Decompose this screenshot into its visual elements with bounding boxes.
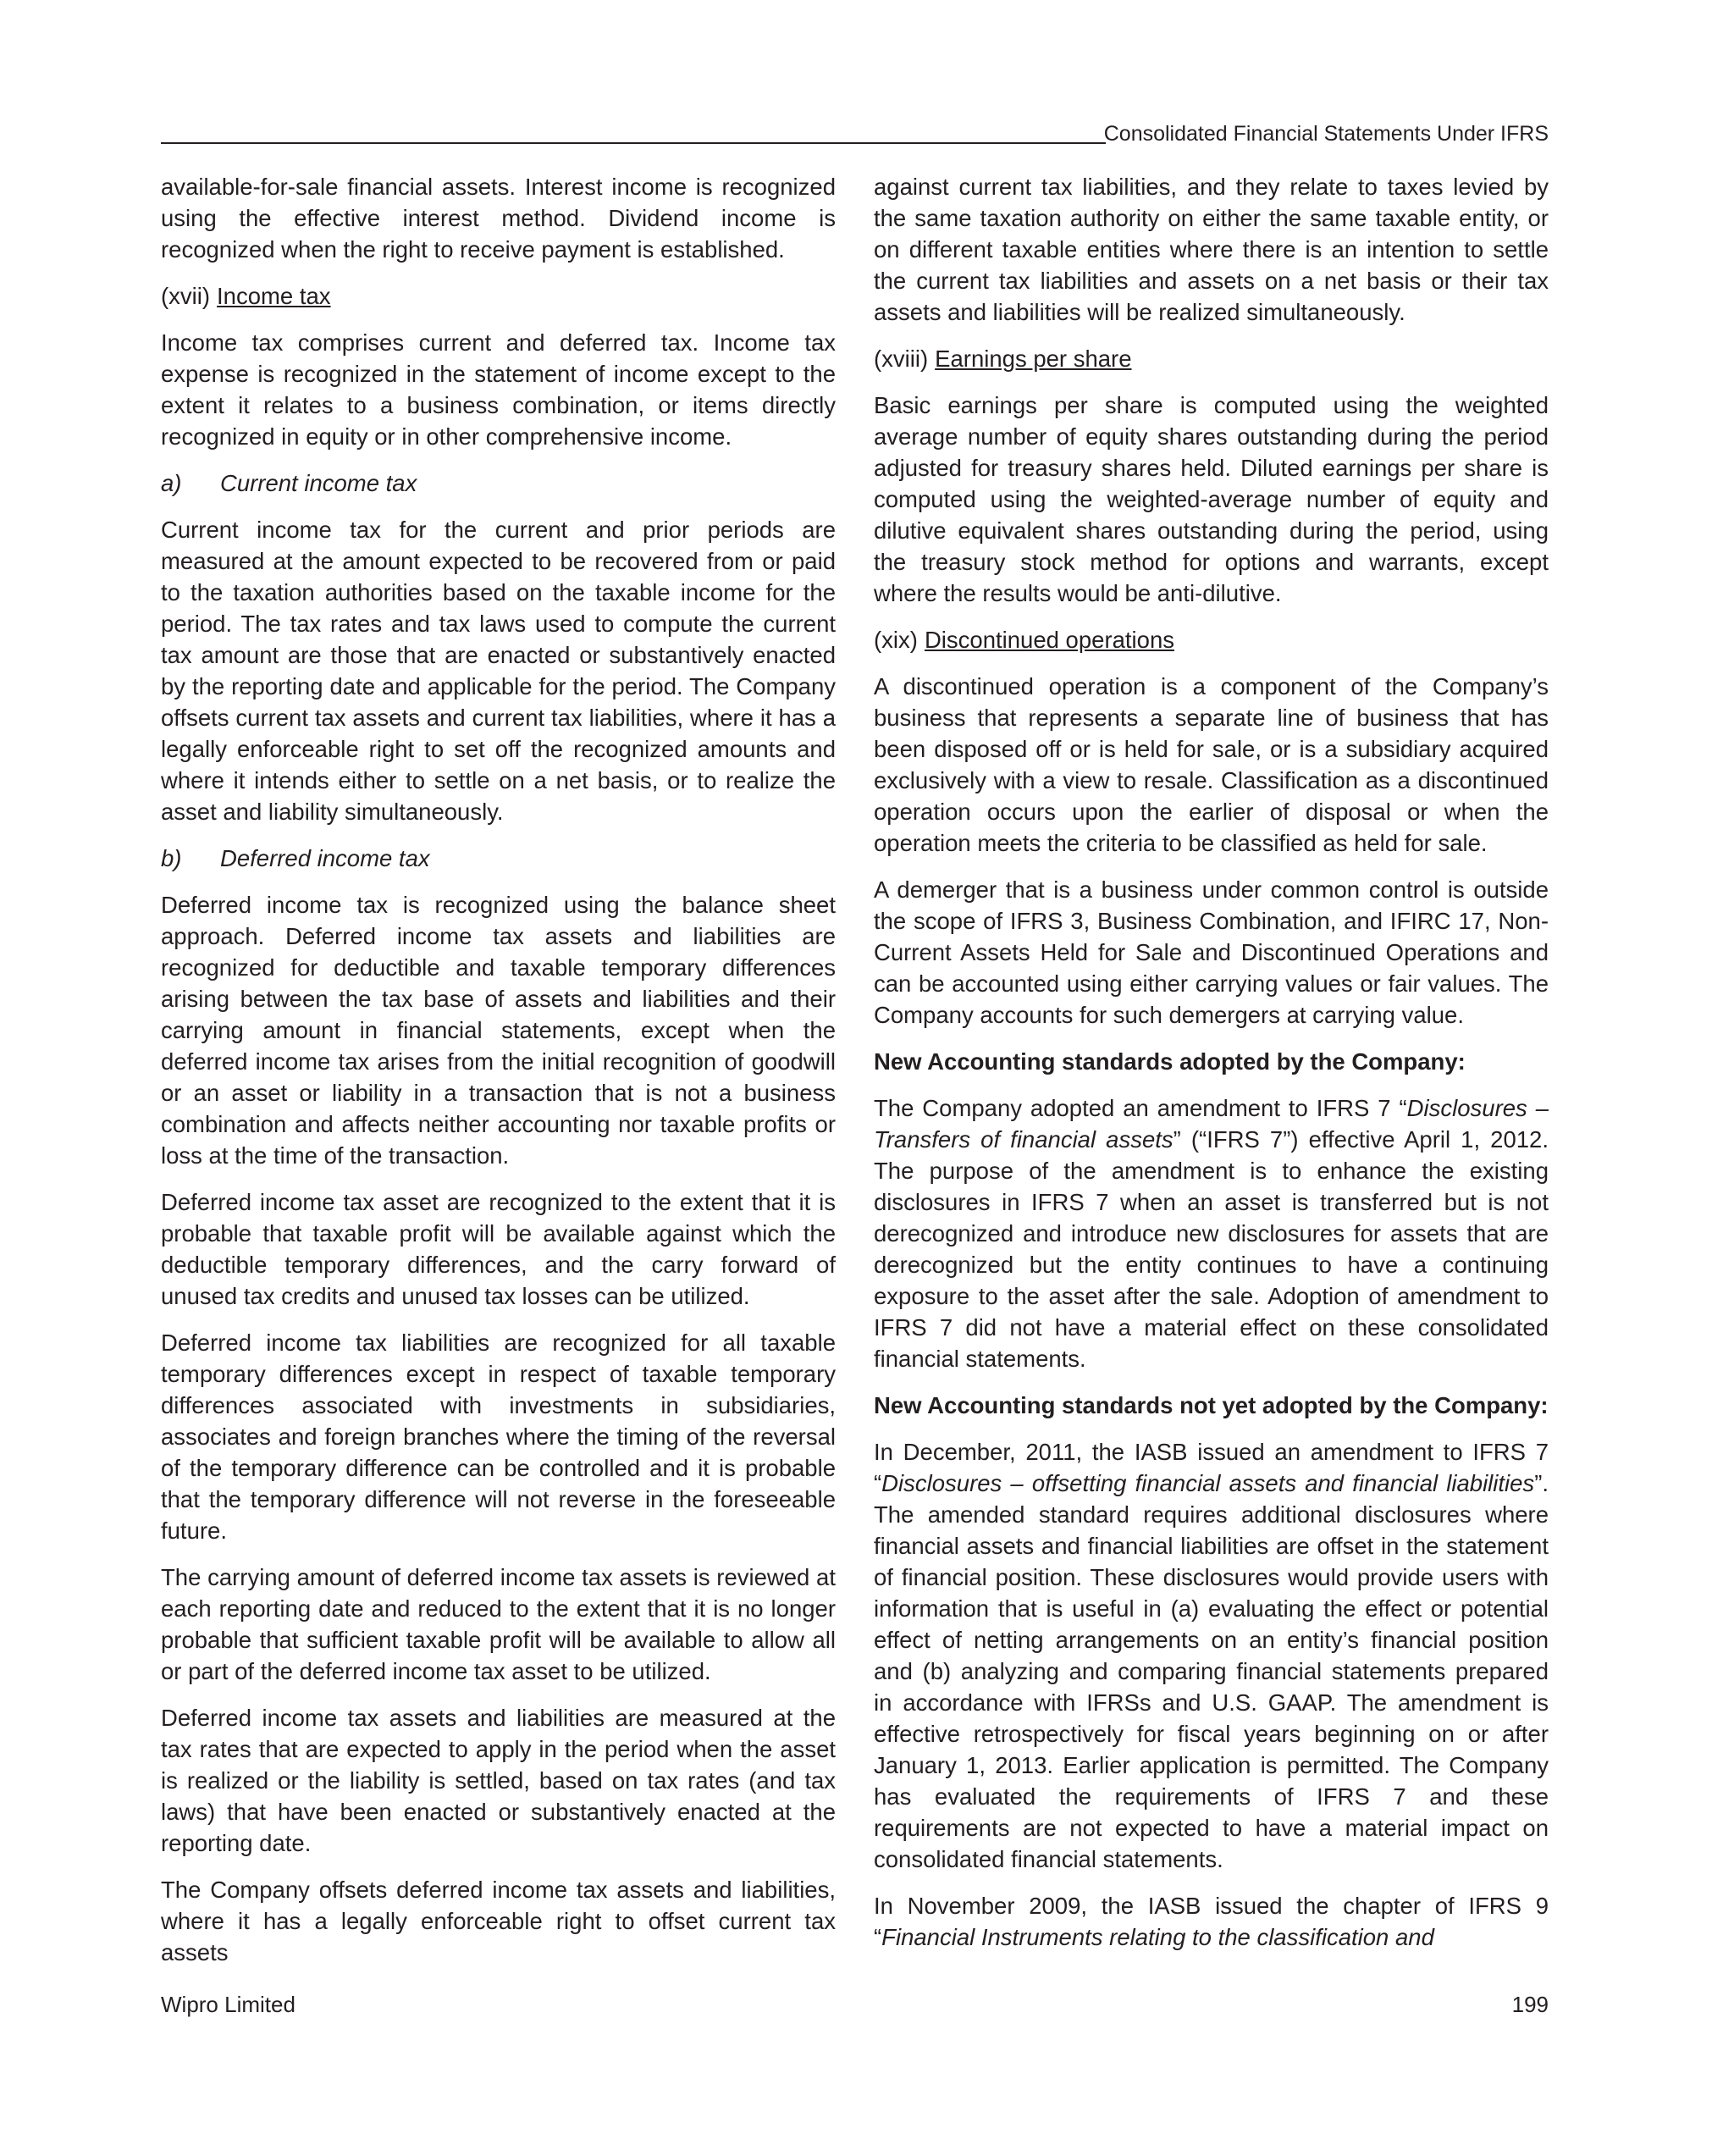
section-heading-income-tax [161, 280, 836, 312]
section-title: Income tax [217, 283, 331, 309]
item-letter: a) [161, 470, 182, 496]
right-column [874, 171, 1549, 1968]
paragraph-deferred-1: Deferred income tax is recognized using the balance sheet approach. Deferred income tax assets and liabilities are recognized for deductible and taxable temporary differences arising between the tax base of assets and liabilities and their carrying amount in financial statements, except when the deferred income tax arises from the initial recognition of goodwill or an asset or liability in a transaction that is not a business combination and affects neither accounting nor taxable profits or loss at the time of the transaction. [161, 892, 836, 1169]
paragraph-earnings-per-share: Basic earnings per share is computed using the weighted average number of equity shares outstanding during the period adjusted for treasury shares held. Diluted earnings per share is computed using the weighted-average number of equity and dilutive equivalent shares outstanding during the period, using the treasury stock method for options and warrants, except where the results would be anti-dilutive. [874, 392, 1549, 606]
paragraph-income-tax: Income tax comprises current and deferred tax. Income tax expense is recognized in the statement of income except to the extent it relates to a business combination, or items directly recognized in equity or in other comprehensive income. [161, 329, 836, 450]
item-heading-deferred-income-tax [161, 843, 836, 874]
italic-run: Disclosures – Transfers of financial assets [874, 1095, 1549, 1153]
footer-page-number: 199 [1511, 1992, 1549, 2017]
item-heading-current-income-tax [161, 467, 836, 499]
paragraph-deferred-6: The Company offsets deferred income tax assets and liabilities, where it has a legally enforceable right to offset current tax assets [161, 1877, 836, 1965]
paragraph-standards-adopted [874, 1092, 1549, 1374]
paragraph-intro: available-for-sale financial assets. Interest income is recognized using the effective interest method. Dividend income is recognized when the right to receive payment is established. [161, 174, 836, 263]
item-title: Current income tax [220, 470, 417, 496]
text-run: In November 2009, the IASB issued the chapter of IFRS 9 “ [874, 1893, 1549, 1950]
item-title: Deferred income tax [220, 845, 430, 871]
paragraph-ifrs9 [874, 1890, 1549, 1953]
footer-company-name: Wipro Limited [161, 1992, 295, 2017]
section-title: Discontinued operations [924, 627, 1174, 653]
italic-run: Disclosures – offsetting financial assets and financial liabilities [881, 1470, 1535, 1496]
item-letter: b) [161, 845, 182, 871]
paragraph-deferred-5: Deferred income tax assets and liabilities are measured at the tax rates that are expected to apply in the period when the asset is realized or the liability is settled, based on tax rates (and tax laws) that have been enacted or substantively enacted at the reporting date. [161, 1705, 836, 1856]
section-number: (xvii) [161, 283, 211, 309]
left-column [161, 171, 836, 1983]
paragraph-deferred-2: Deferred income tax asset are recognized to the extent that it is probable that taxable profit will be available against which the deductible temporary differences, and the carry forward of unused tax credits and unused tax losses can be utilized. [161, 1189, 836, 1309]
section-heading-discontinued-operations [874, 624, 1549, 655]
paragraph-deferred-3: Deferred income tax liabilities are recognized for all taxable temporary differences except in respect of taxable temporary differences associated with investments in subsidiaries, associates and foreign branches where the timing of the reversal of the temporary difference can be controlled and it is probable that the temporary difference will not reverse in the foreseeable future. [161, 1330, 836, 1544]
italic-run: Financial Instruments relating to the classification and [881, 1924, 1434, 1950]
paragraph-deferred-4: The carrying amount of deferred income tax assets is reviewed at each reporting date and reduced to the extent that it is no longer probable that sufficient taxable profit will be available to allow all or part of the deferred income tax asset to be utilized. [161, 1564, 836, 1684]
heading-standards-adopted: New Accounting standards adopted by the Company: [874, 1048, 1466, 1075]
text-run: ”. The amended standard requires additional disclosures where financial assets and financial liabilities are offset in the statement of financial position. These disclosures would provide users with information that is useful in (a) evaluating the effect or potential effect of netting arrangements on an entity’s financial position and (b) analyzing and comparing financial statements prepared in accordance with IFRSs and U.S. GAAP. The amendment is effective retrospectively for fiscal years beginning on or after January 1, 2013. Earlier application is permitted. The Company has evaluated the requirements of IFRS 7 and these requirements are not expected to have a material impact on consolidated financial statements. [874, 1470, 1549, 1872]
text-run: In December, 2011, the IASB issued an amendment to IFRS 7 “ [874, 1439, 1549, 1496]
section-number: (xviii) [874, 346, 929, 372]
heading-standards-not-adopted: New Accounting standards not yet adopted by the Company: [874, 1392, 1549, 1418]
page-header-title: Consolidated Financial Statements Under IFRS [1103, 122, 1549, 146]
section-title: Earnings per share [935, 346, 1132, 372]
text-run: ” (“IFRS 7”) effective April 1, 2012. The purpose of the amendment is to enhance the existing disclosures in IFRS 7 when an asset is transferred but is not derecognized and introduce new disclosures for assets that are derecognized but the entity continues to have a continuing exposure to the asset after the sale. Adoption of amendment to IFRS 7 did not have a material effect on these consolidated financial statements. [874, 1126, 1549, 1372]
paragraph-standards-not-adopted [874, 1436, 1549, 1875]
paragraph-current-income-tax: Current income tax for the current and prior periods are measured at the amount expected to be recovered from or paid to the taxation authorities based on the taxable income for the period. The tax rates and tax laws used to compute the current tax amount are those that are enacted or substantively enacted by the reporting date and applicable for the period. The Company offsets current tax assets and current tax liabilities, where it has a legally enforceable right to set off the recognized amounts and where it intends either to settle on a net basis, or to realize the asset and liability simultaneously. [161, 517, 836, 825]
section-number: (xix) [874, 627, 918, 653]
paragraph-continued: against current tax liabilities, and they relate to taxes levied by the same taxation authority on either the same taxable entity, or on different taxable entities where there is an intention to settle the current tax liabilities and assets on a net basis or their tax assets and liabilities will be realized simultaneously. [874, 174, 1549, 325]
section-heading-earnings-per-share [874, 343, 1549, 374]
header-rule [161, 142, 1106, 144]
paragraph-discontinued-1: A discontinued operation is a component of the Company’s business that represents a separate line of business that has been disposed off or is held for sale, or is a subsidiary acquired exclusively with a view to resale. Classification as a discontinued operation occurs upon the earlier of disposal or when the operation meets the criteria to be classified as held for sale. [874, 673, 1549, 856]
text-run: The Company adopted an amendment to IFRS 7 “ [874, 1095, 1407, 1121]
paragraph-discontinued-2: A demerger that is a business under common control is outside the scope of IFRS 3, Business Combination, and IFIRC 17, Non-Current Assets Held for Sale and Discontinued Operations and can be accounted using either carrying values or fair values. The Company accounts for such demergers at carrying value. [874, 876, 1549, 1028]
